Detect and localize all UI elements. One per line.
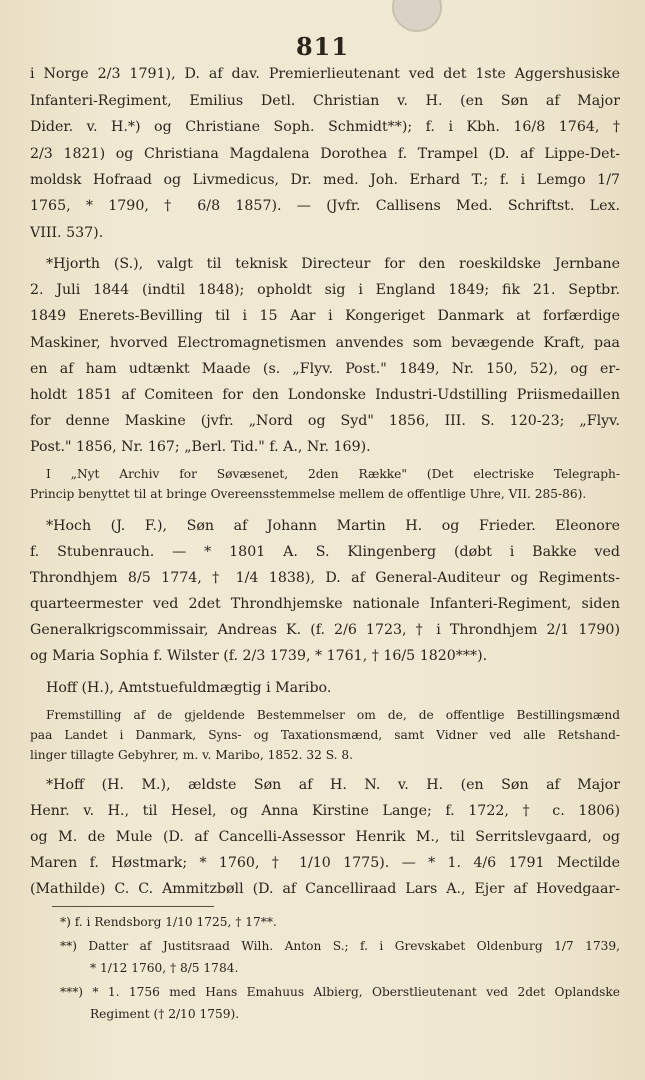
text-line: Generalkrigscommissair, Andreas K. (f. 2/6 1723, † i Throndhjem 2/1 1790) xyxy=(30,622,620,638)
publication-line: paa Landet i Danmark, Syns- og Taxationsmænd, samt Vidner ved alle Retshand- xyxy=(30,728,620,742)
text-line: VIII. 537). xyxy=(30,225,104,241)
text-line: for denne Maskine (jvfr. „Nord og Syd" 1856, III. S. 120-23; „Flyv. xyxy=(30,413,620,429)
text-line: moldsk Hofraad og Livmedicus, Dr. med. Joh. Erhard T.; f. i Lemgo 1/7 xyxy=(30,172,620,188)
text-line: og M. de Mule (D. af Cancelli-Assessor Henrik M., til Serritslevgaard, og xyxy=(30,829,620,845)
text-line: Henr. v. H., til Hesel, og Anna Kirstine Lange; f. 1722, † c. 1806) xyxy=(30,803,620,819)
text-line: (Mathilde) C. C. Ammitzbøll (D. af Cancelliraad Lars A., Ejer af Hovedgaar- xyxy=(30,881,620,897)
text-line: og Maria Sophia f. Wilster (f. 2/3 1739, * 1761, † 16/5 1820***). xyxy=(30,648,488,664)
text-line: Post." 1856, Nr. 167; „Berl. Tid." f. A., Nr. 169). xyxy=(30,439,371,455)
footnote: **) Datter af Justitsraad Wilh. Anton S.; f. i Grevskabet Oldenburg 1/7 1739, xyxy=(60,939,620,953)
footnote: Regiment († 2/10 1759). xyxy=(90,1007,240,1021)
text-line: 1849 Enerets-Bevilling til i 15 Aar i Kongeriget Danmark at forfærdige xyxy=(30,308,620,324)
text-line: Maren f. Høstmark; * 1760, † 1/10 1775). — * 1. 4/6 1791 Mectilde xyxy=(30,855,620,871)
text-line: 2/3 1821) og Christiana Magdalena Dorothea f. Trampel (D. af Lippe-Det- xyxy=(30,146,620,162)
footnote-separator xyxy=(52,906,214,907)
page-number: 811 xyxy=(295,32,350,61)
entry-hoch: *Hoch (J. F.), Søn af Johann Martin H. og Frieder. Eleonore xyxy=(46,518,620,534)
binding-hole xyxy=(392,0,442,32)
footnote: *) f. i Rendsborg 1/10 1725, † 17**. xyxy=(60,915,277,929)
entry-hoff-h: Hoff (H.), Amtstuefuldmægtig i Maribo. xyxy=(46,680,332,696)
text-line: Throndhjem 8/5 1774, † 1/4 1838), D. af General-Auditeur og Regiments- xyxy=(30,570,620,586)
footnote: ***) * 1. 1756 med Hans Emahuus Albierg, Oberstlieutenant ved 2det Oplandske xyxy=(60,985,620,999)
entry-hjorth: *Hjorth (S.), valgt til teknisk Directeur for den roeskildske Jernbane xyxy=(46,256,620,272)
text-line: en af ham udtænkt Maade (s. „Flyv. Post." 1849, Nr. 150, 52), og er- xyxy=(30,361,620,377)
text-line: Infanteri-Regiment, Emilius Detl. Christian v. H. (en Søn af Major xyxy=(30,93,620,109)
publication-line: linger tillagte Gebyhrer, m. v. Maribo, 1852. 32 S. 8. xyxy=(30,748,354,762)
text-line: f. Stubenrauch. — * 1801 A. S. Klingenberg (døbt i Bakke ved xyxy=(30,544,620,560)
text-line: holdt 1851 af Comiteen for den Londonske Industri-Udstilling Priismedaillen xyxy=(30,387,620,403)
publication-line: I „Nyt Archiv for Søvæsenet, 2den Række" (Det electriske Telegraph- xyxy=(46,467,620,481)
text-line: Dider. v. H.*) og Christiane Soph. Schmidt**); f. i Kbh. 16/8 1764, † xyxy=(30,119,620,135)
publication-line: Princip benyttet til at bringe Overeensstemmelse mellem de offentlige Uhre, VII. 285-86). xyxy=(30,487,587,501)
text-line: 2. Juli 1844 (indtil 1848); opholdt sig i England 1849; fik 21. Septbr. xyxy=(30,282,620,298)
entry-hoff-hm: *Hoff (H. M.), ældste Søn af H. N. v. H. (en Søn af Major xyxy=(46,777,620,793)
text-line: 1765, * 1790, † 6/8 1857). — (Jvfr. Callisens Med. Schriftst. Lex. xyxy=(30,198,620,214)
text-line: Maskiner, hvorved Electromagnetismen anvendes som bevægende Kraft, paa xyxy=(30,335,620,351)
footnote: * 1/12 1760, † 8/5 1784. xyxy=(90,961,239,975)
publication-line: Fremstilling af de gjeldende Bestemmelser om de, de offentlige Bestillingsmænd xyxy=(46,708,620,722)
text-line: i Norge 2/3 1791), D. af dav. Premierlieutenant ved det 1ste Aggershusiske xyxy=(30,66,620,82)
text-line: quarteermester ved 2det Throndhjemske nationale Infanteri-Regiment, siden xyxy=(30,596,620,612)
